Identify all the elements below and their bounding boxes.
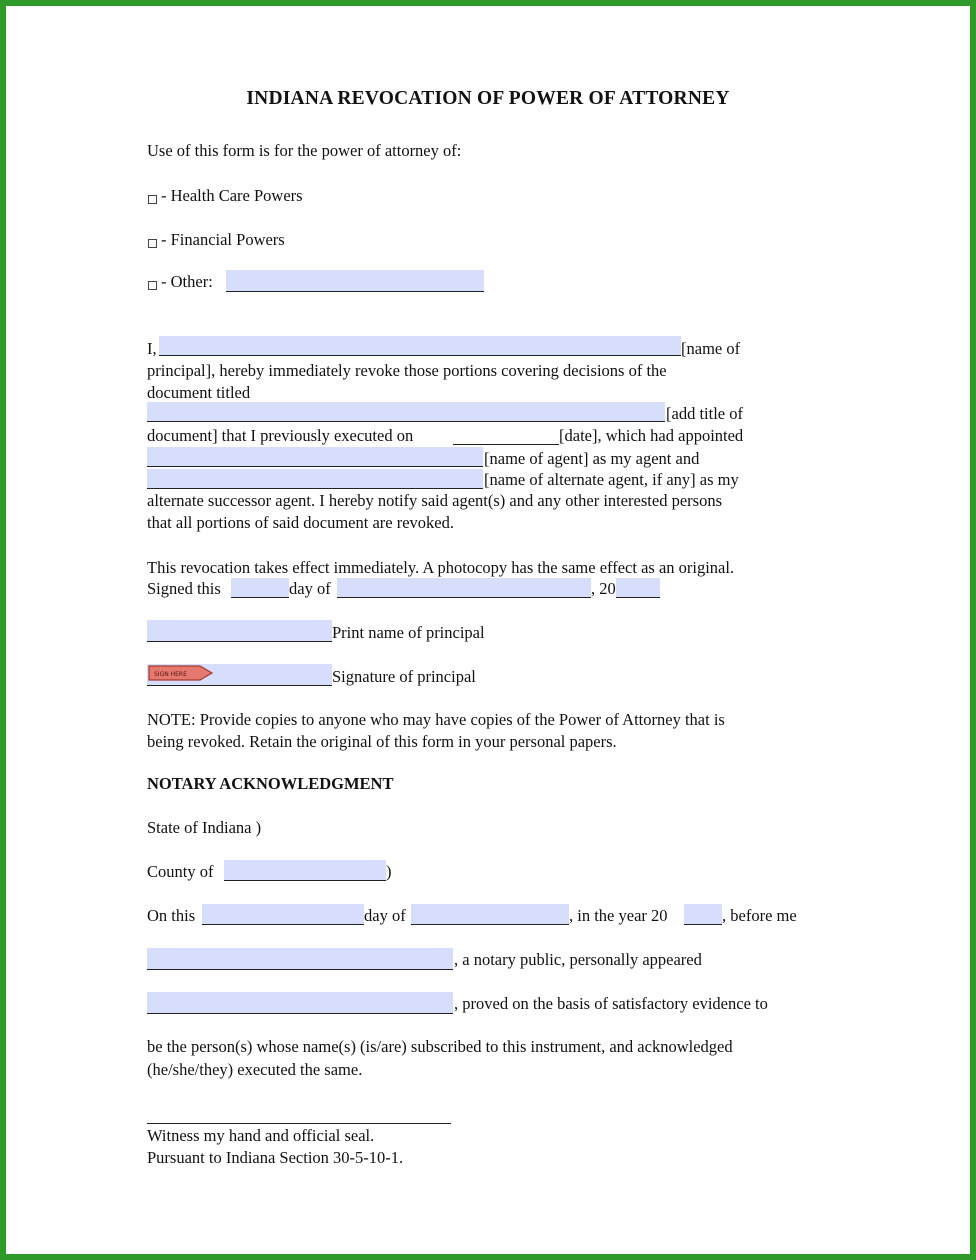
body-line3: document titled [147,383,251,402]
notary-year-field[interactable] [684,904,722,925]
effect-line1: This revocation takes effect immediately. A photocopy has the same effect as an original. [147,558,735,577]
pursuant-text: Pursuant to Indiana Section 30-5-10-1. [147,1148,404,1167]
notary-public-name-field[interactable] [147,948,453,970]
body-doc-exec: document] that I previously executed on [147,426,414,445]
notary-before-me: , before me [722,906,797,925]
body-date-appointed: [date], which had appointed [559,426,744,445]
appeared-person-field[interactable] [147,992,453,1014]
other-field[interactable] [226,270,484,292]
financial-label: - Financial Powers [161,230,285,249]
intro-text: Use of this form is for the power of attorney of: [147,141,462,160]
alternate-agent-field[interactable] [147,469,483,489]
health-care-checkbox[interactable] [148,195,157,204]
executed-date-field[interactable] [453,428,559,445]
sign-here-arrow-icon [148,664,214,682]
notary-line-be1: be the person(s) whose name(s) (is/are) subscribed to this instrument, and acknowledged [147,1037,733,1056]
witness-text: Witness my hand and official seal. [147,1126,375,1145]
notary-public-text: , a notary public, personally appeared [454,950,702,969]
signed-this: Signed this [147,579,221,598]
on-this-label: On this [147,906,196,925]
body-name-of: [name of [681,339,741,358]
notary-day-of: day of [364,906,406,925]
notary-in-year: , in the year 20 [569,906,668,925]
body-line-all: that all portions of said document are revoked. [147,513,454,532]
body-name-agent: [name of agent] as my agent and [484,449,700,468]
signature-label: Signature of principal [332,667,476,686]
state-of-indiana: State of Indiana ) [147,818,262,837]
document-page [6,6,970,1254]
signed-month-field[interactable] [337,578,591,598]
county-close: ) [386,862,392,881]
note-line1: NOTE: Provide copies to anyone who may have copies of the Power of Attorney that is [147,710,725,729]
notary-month-field[interactable] [411,904,569,925]
notary-heading: NOTARY ACKNOWLEDGMENT [147,774,394,793]
principal-name-field[interactable] [159,336,681,356]
agent-name-field[interactable] [147,447,483,467]
notary-day-field[interactable] [202,904,364,925]
body-line-alt: alternate successor agent. I hereby notify said agent(s) and any other interested persons [147,491,722,510]
body-name-alt: [name of alternate agent, if any] as my [484,470,739,489]
signed-day-field[interactable] [231,578,289,598]
notary-line-be2: (he/she/they) executed the same. [147,1060,363,1079]
proved-text: , proved on the basis of satisfactory evidence to [454,994,768,1013]
notary-signature-line[interactable] [147,1106,451,1124]
note-line2: being revoked. Retain the original of this form in your personal papers. [147,732,617,751]
body-i: I, [147,339,157,358]
body-line2: principal], hereby immediately revoke those portions covering decisions of the [147,361,667,380]
sign-here-text: SIGN HERE [154,671,187,678]
signed-year-prefix: , 20 [591,579,616,598]
other-checkbox[interactable] [148,281,157,290]
signed-year-field[interactable] [616,578,660,598]
health-care-label: - Health Care Powers [161,186,303,205]
print-name-label: Print name of principal [332,623,485,642]
document-title-field[interactable] [147,402,665,422]
print-name-field[interactable] [147,620,332,642]
other-label: - Other: [161,272,213,291]
financial-checkbox[interactable] [148,239,157,248]
county-label: County of [147,862,214,881]
county-field[interactable] [224,860,386,881]
document-title: INDIANA REVOCATION OF POWER OF ATTORNEY [246,88,730,109]
signed-day-of: day of [289,579,331,598]
body-add-title: [add title of [666,404,743,423]
